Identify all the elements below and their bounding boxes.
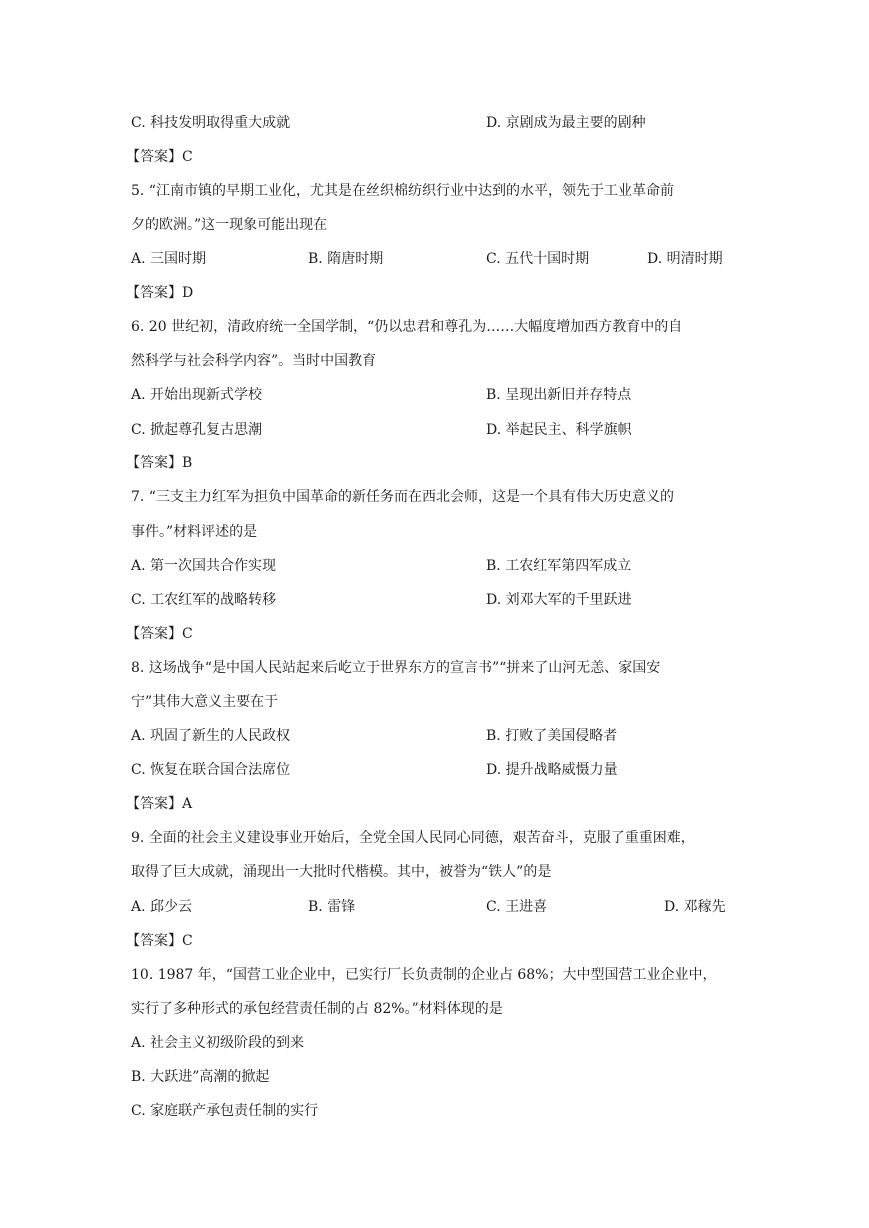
q9-option-c: C. 王进喜 [486,899,548,915]
q5-option-a: A. 三国时期 [131,251,207,267]
q7-stem-line2: 事件。”材料评述的是 [131,524,258,540]
q5-option-c: C. 五代十国时期 [486,251,590,267]
q10-option-c: C. 家庭联产承包责任制的实行 [131,1103,319,1119]
q7-answer: 【答案】C [126,626,193,642]
q9-stem-line2: 取得了巨大成就，涌现出一大批时代楷模。其中，被誉为“铁人”的是 [131,864,552,880]
q6-stem-line1: 6. 20 世纪初，清政府统一全国学制，“仍以忠君和尊孔为……大幅度增加西方教育中的自 [131,319,683,335]
q5-option-b: B. 隋唐时期 [308,251,384,267]
q9-option-a: A. 邱少云 [131,899,193,915]
q6-option-a: A. 开始出现新式学校 [131,387,263,403]
q6-answer: 【答案】B [126,455,193,471]
q9-option-d: D. 邓稼先 [664,899,726,915]
q7-stem-line1: 7. “三支主力红军为担负中国革命的新任务而在西北会师，这是一个具有伟大历史意义的 [131,489,674,505]
q8-stem-line2: 宁”其伟大意义主要在于 [131,694,279,710]
q6-option-c: C. 掀起尊孔复古思潮 [131,422,263,438]
q10-option-b: B. 大跃进”高潮的掀起 [131,1069,270,1085]
q7-option-d: D. 刘邓大军的千里跃进 [486,592,632,608]
q5-stem-line1: 5. “江南市镇的早期工业化，尤其是在丝织棉纺织行业中达到的水平，领先于工业革命前 [131,183,674,199]
q8-stem-line1: 8. 这场战争“是中国人民站起来后屹立于世界东方的宣言书”“拼来了山河无恙、家国安 [131,660,661,676]
q10-stem-line1: 10. 1987 年，“国营工业企业中，已实行厂长负责制的企业占 68%；大中型国营工业企业中， [131,967,717,983]
q9-option-b: B. 雷锋 [308,899,356,915]
q4-option-c: C. 科技发明取得重大成就 [131,115,291,131]
q6-stem-line2: 然科学与社会科学内容”。当时中国教育 [131,353,377,369]
q7-option-c: C. 工农红军的战略转移 [131,592,277,608]
q7-option-b: B. 工农红军第四军成立 [486,558,632,574]
q7-option-a: A. 第一次国共合作实现 [131,558,277,574]
q9-answer: 【答案】C [126,933,193,949]
q4-answer: 【答案】C [126,149,193,165]
q8-option-b: B. 打败了美国侵略者 [486,728,618,744]
q6-option-d: D. 举起民主、科学旗帜 [486,422,632,438]
q8-option-a: A. 巩固了新生的人民政权 [131,728,291,744]
q8-answer: 【答案】A [126,796,193,812]
q8-option-d: D. 提升战略威慑力量 [486,762,618,778]
q10-stem-line2: 实行了多种形式的承包经营责任制的占 82%。”材料体现的是 [131,1001,503,1017]
q8-option-c: C. 恢复在联合国合法席位 [131,762,291,778]
q4-option-d: D. 京剧成为最主要的剧种 [486,115,646,131]
q9-stem-line1: 9. 全面的社会主义建设事业开始后，全党全国人民同心同德，艰苦奋斗，克服了重重困难， [131,830,695,846]
q6-option-b: B. 呈现出新旧并存特点 [486,387,632,403]
q5-answer: 【答案】D [126,285,194,301]
q10-option-a: A. 社会主义初级阶段的到来 [131,1035,305,1051]
q5-option-d: D. 明清时期 [647,251,723,267]
q5-stem-line2: 夕的欧洲。”这一现象可能出现在 [131,217,328,233]
